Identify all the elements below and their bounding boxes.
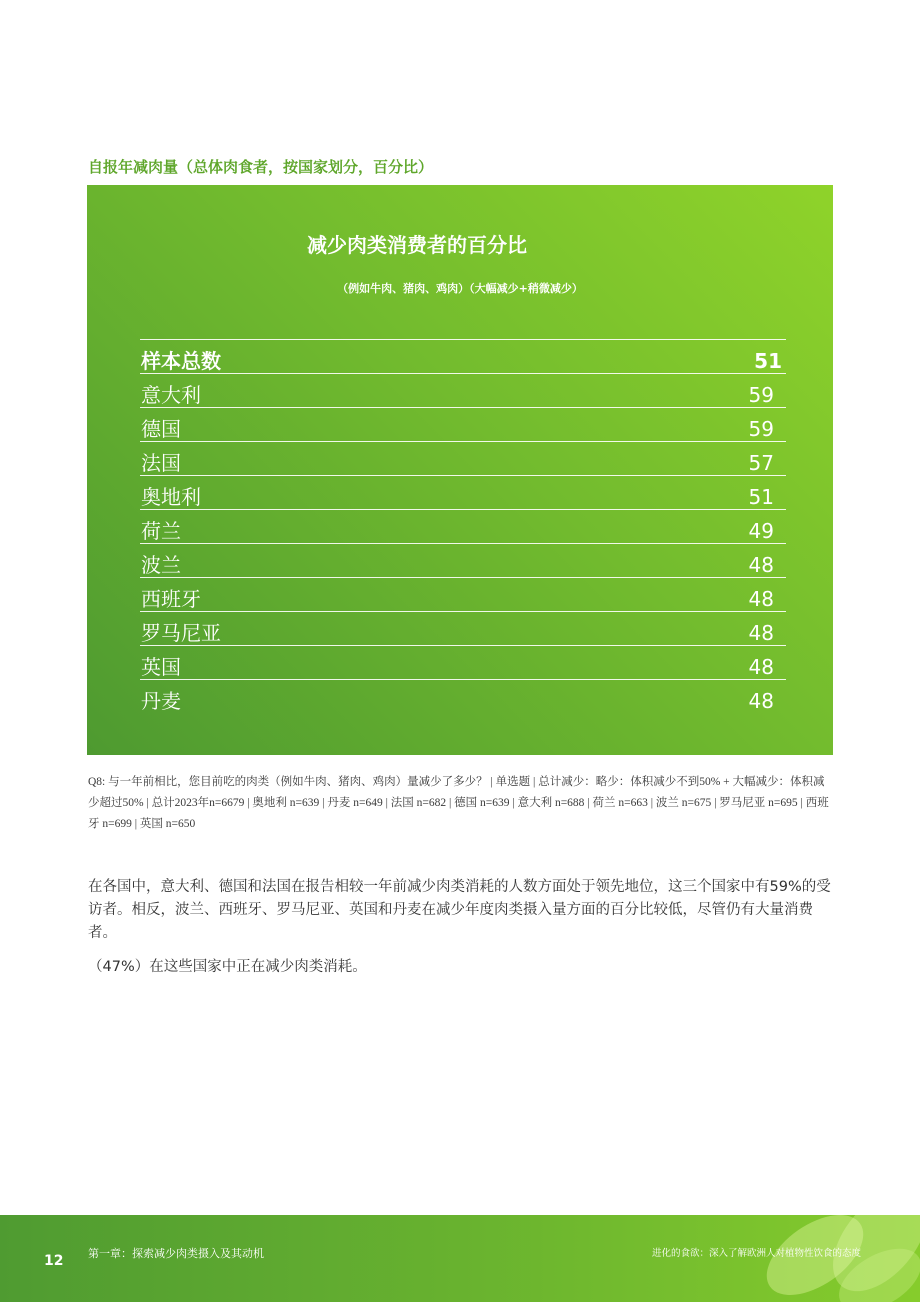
row-label: 德国 [141, 417, 181, 441]
panel-title: 减少肉类消费者的百分比 [307, 233, 527, 257]
row-label: 西班牙 [141, 587, 201, 611]
paragraph: （47%）在这些国家中正在减少肉类消耗。 [88, 959, 367, 975]
table-row [140, 408, 786, 442]
table-row [140, 544, 786, 578]
row-value: 48 [748, 689, 774, 713]
panel-subtitle: （例如牛肉、猪肉、鸡肉）（大幅减少+稍微减少） [337, 282, 583, 295]
section-title: 自报年减肉量（总体肉食者，按国家划分，百分比） [88, 158, 434, 176]
row-label: 样本总数 [141, 349, 221, 373]
table-row [140, 442, 786, 476]
row-value: 59 [748, 383, 774, 407]
page-number: 12 [44, 1253, 64, 1269]
row-label: 罗马尼亚 [141, 621, 221, 645]
row-label: 奥地利 [141, 485, 201, 509]
chapter-title: 第一章：探索减少肉类摄入及其动机 [88, 1247, 264, 1260]
row-value: 59 [748, 417, 774, 441]
table-row [140, 374, 786, 408]
row-value: 51 [754, 349, 782, 373]
row-label: 荷兰 [141, 519, 181, 543]
table-row-total [140, 340, 786, 374]
row-label: 丹麦 [141, 689, 181, 713]
row-value: 57 [748, 451, 774, 475]
chart-panel [87, 185, 833, 755]
table-row [140, 476, 786, 510]
page-footer [0, 1215, 920, 1302]
row-label: 波兰 [141, 553, 181, 577]
document-title: 进化的食欲：深入了解欧洲人对植物性饮食的态度 [652, 1248, 862, 1259]
row-value: 48 [748, 655, 774, 679]
row-value: 48 [748, 587, 774, 611]
paragraph: 在各国中，意大利、德国和法国在报告相较一年前减少肉类消耗的人数方面处于领先地位，这三个国家中有59%的受访者。相反，波兰、西班牙、罗马尼亚、英国和丹麦在减少年度肉类摄入量方面的百分比较低，尽管仍有大量消费者。 [88, 879, 831, 941]
table-row [140, 578, 786, 612]
survey-footnote: Q8: 与一年前相比，您目前吃的肉类（例如牛肉、猪肉、鸡肉）量减少了多少？ | 单选题 | 总计减少：略少：体积减少不到50% + 大幅减少：体积减少超过50% | 总计2023年n=6679 | 奥地利 n=639 | 丹麦 n=649 | 法国 n=682 | 德国 n=639 | 意大利 n=688 | 荷兰 n=663 | 波兰 n=675 | 罗马尼亚 n=695 | 西班牙 n=699 | 英国 n=650 [88, 776, 829, 830]
body-text [88, 876, 834, 990]
row-value: 48 [748, 553, 774, 577]
row-label: 英国 [141, 655, 181, 679]
table-row [140, 680, 786, 713]
table-row [140, 646, 786, 680]
country-table [140, 339, 786, 713]
row-value: 49 [748, 519, 774, 543]
table-row [140, 510, 786, 544]
row-value: 48 [748, 621, 774, 645]
row-label: 意大利 [141, 383, 201, 407]
row-label: 法国 [141, 451, 181, 475]
row-value: 51 [748, 485, 774, 509]
table-row [140, 612, 786, 646]
